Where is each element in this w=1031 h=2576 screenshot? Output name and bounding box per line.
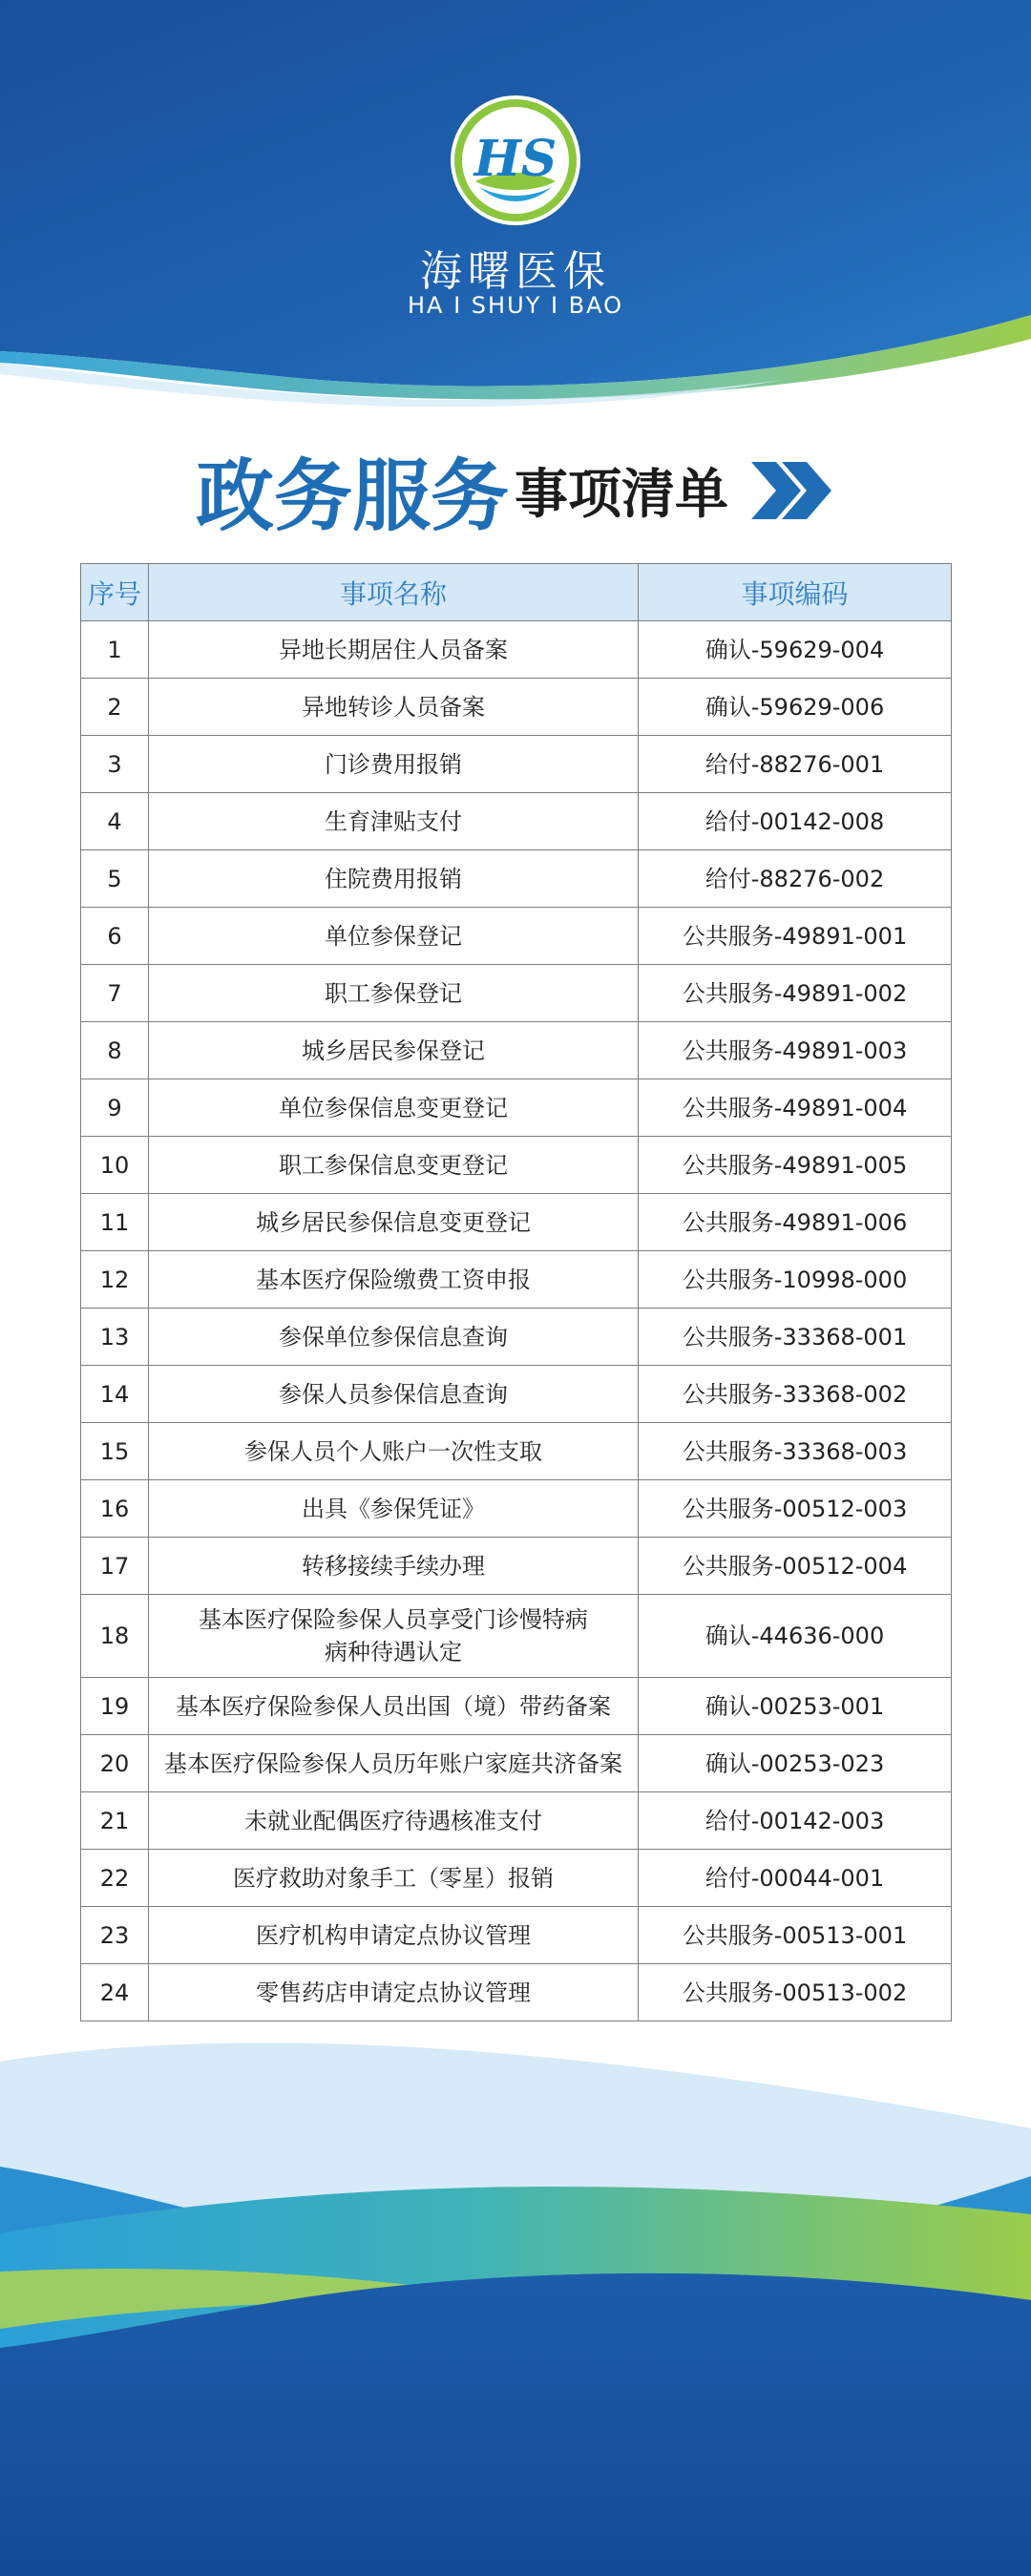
cell-item-name: 参保人员参保信息查询 (149, 1366, 639, 1423)
brand-name-chinese: 海曙医保 (420, 247, 611, 296)
cell-item-name: 异地长期居住人员备案 (149, 621, 639, 679)
cell-serial-number: 5 (81, 850, 149, 908)
cell-item-code: 给付-88276-001 (639, 736, 952, 793)
cell-item-code: 给付-88276-002 (639, 850, 952, 908)
cell-item-code: 公共服务-00513-001 (639, 1907, 952, 1964)
svg-text:HS: HS (473, 130, 558, 188)
cell-item-code: 给付-00142-008 (639, 793, 952, 850)
cell-item-name-line2: 病种待遇认定 (325, 1639, 462, 1665)
cell-item-code: 给付-00044-001 (639, 1850, 952, 1907)
cell-item-code: 公共服务-49891-004 (639, 1079, 952, 1137)
cell-serial-number: 1 (81, 621, 149, 679)
table-row (81, 1079, 952, 1137)
cell-item-code: 公共服务-49891-005 (639, 1137, 952, 1194)
table-row (81, 1964, 952, 2021)
cell-item-name-line1: 基本医疗保险参保人员享受门诊慢特病 (199, 1606, 588, 1633)
page-title (0, 434, 1031, 546)
cell-serial-number: 18 (81, 1595, 149, 1678)
table-row (81, 1423, 952, 1480)
cell-serial-number: 8 (81, 1022, 149, 1079)
table-row (81, 1538, 952, 1595)
cell-item-name: 基本医疗保险参保人员历年账户家庭共济备案 (149, 1735, 639, 1792)
cell-item-code: 公共服务-49891-001 (639, 908, 952, 965)
cell-item-code: 确认-00253-001 (639, 1678, 952, 1735)
cell-item-code: 确认-00253-023 (639, 1735, 952, 1792)
header-item-name: 事项名称 (149, 564, 639, 621)
table-row (81, 1137, 952, 1194)
cell-serial-number: 4 (81, 793, 149, 850)
cell-serial-number: 11 (81, 1194, 149, 1251)
cell-item-name: 基本医疗保险参保人员出国（境）带药备案 (149, 1678, 639, 1735)
cell-item-name: 参保人员个人账户一次性支取 (149, 1423, 639, 1480)
table-row (81, 1309, 952, 1366)
footer-wave-background (0, 2023, 1031, 2576)
cell-serial-number: 21 (81, 1792, 149, 1850)
title-main: 政务服务 (195, 451, 509, 542)
cell-serial-number: 22 (81, 1850, 149, 1907)
cell-item-name: 医疗机构申请定点协议管理 (149, 1907, 639, 1964)
table-row (81, 1194, 952, 1251)
header-item-code: 事项编码 (639, 564, 952, 621)
cell-serial-number: 24 (81, 1964, 149, 2021)
cell-item-code: 确认-59629-004 (639, 621, 952, 679)
cell-serial-number: 23 (81, 1907, 149, 1964)
cell-serial-number: 14 (81, 1366, 149, 1423)
brand-name-pinyin: HA I SHUY I BAO (408, 292, 623, 319)
cell-serial-number: 17 (81, 1538, 149, 1595)
table-row (81, 1907, 952, 1964)
cell-serial-number: 16 (81, 1480, 149, 1538)
double-chevron-right-icon (747, 456, 835, 525)
cell-item-name: 零售药店申请定点协议管理 (149, 1964, 639, 2021)
cell-serial-number: 2 (81, 679, 149, 736)
cell-item-name: 门诊费用报销 (149, 736, 639, 793)
cell-serial-number: 10 (81, 1137, 149, 1194)
table-row (81, 1251, 952, 1309)
cell-item-name: 住院费用报销 (149, 850, 639, 908)
table-row (81, 1595, 952, 1678)
table-row (81, 965, 952, 1022)
cell-item-name: 单位参保信息变更登记 (149, 1079, 639, 1137)
cell-item-code: 公共服务-00513-002 (639, 1964, 952, 2021)
cell-serial-number: 7 (81, 965, 149, 1022)
cell-serial-number: 13 (81, 1309, 149, 1366)
cell-item-code: 公共服务-49891-006 (639, 1194, 952, 1251)
cell-item-code: 公共服务-00512-003 (639, 1480, 952, 1538)
cell-item-name: 医疗救助对象手工（零星）报销 (149, 1850, 639, 1907)
cell-item-name (149, 1595, 639, 1678)
cell-serial-number: 6 (81, 908, 149, 965)
cell-serial-number: 20 (81, 1735, 149, 1792)
cell-item-name: 基本医疗保险缴费工资申报 (149, 1251, 639, 1309)
cell-item-code: 给付-00142-003 (639, 1792, 952, 1850)
service-items-table (80, 563, 952, 2021)
cell-item-code: 公共服务-33368-003 (639, 1423, 952, 1480)
cell-serial-number: 15 (81, 1423, 149, 1480)
cell-item-code: 确认-44636-000 (639, 1595, 952, 1678)
table-row (81, 1022, 952, 1079)
header-serial-number: 序号 (81, 564, 149, 621)
table-row (81, 1480, 952, 1538)
cell-item-name: 异地转诊人员备案 (149, 679, 639, 736)
cell-item-name: 城乡居民参保信息变更登记 (149, 1194, 639, 1251)
cell-item-name: 职工参保登记 (149, 965, 639, 1022)
table-header-row (81, 564, 952, 621)
table-row (81, 1792, 952, 1850)
cell-item-name: 职工参保信息变更登记 (149, 1137, 639, 1194)
brand-logo (449, 94, 582, 227)
cell-item-name: 参保单位参保信息查询 (149, 1309, 639, 1366)
cell-item-name: 城乡居民参保登记 (149, 1022, 639, 1079)
table-row (81, 621, 952, 679)
table-row (81, 793, 952, 850)
title-sub: 事项清单 (515, 463, 728, 526)
table-row (81, 908, 952, 965)
cell-serial-number: 19 (81, 1678, 149, 1735)
cell-item-name: 出具《参保凭证》 (149, 1480, 639, 1538)
cell-item-code: 公共服务-10998-000 (639, 1251, 952, 1309)
cell-serial-number: 12 (81, 1251, 149, 1309)
cell-item-code: 确认-59629-006 (639, 679, 952, 736)
table-row (81, 1850, 952, 1907)
table-row (81, 850, 952, 908)
table-row (81, 1678, 952, 1735)
cell-item-code: 公共服务-33368-001 (639, 1309, 952, 1366)
table-row (81, 736, 952, 793)
table-row (81, 1366, 952, 1423)
cell-item-name: 单位参保登记 (149, 908, 639, 965)
table-row (81, 679, 952, 736)
cell-item-name: 生育津贴支付 (149, 793, 639, 850)
cell-item-code: 公共服务-49891-003 (639, 1022, 952, 1079)
cell-item-code: 公共服务-00512-004 (639, 1538, 952, 1595)
cell-item-name: 未就业配偶医疗待遇核准支付 (149, 1792, 639, 1850)
cell-serial-number: 9 (81, 1079, 149, 1137)
cell-serial-number: 3 (81, 736, 149, 793)
cell-item-code: 公共服务-33368-002 (639, 1366, 952, 1423)
cell-item-name: 转移接续手续办理 (149, 1538, 639, 1595)
cell-item-code: 公共服务-49891-002 (639, 965, 952, 1022)
table-row (81, 1735, 952, 1792)
